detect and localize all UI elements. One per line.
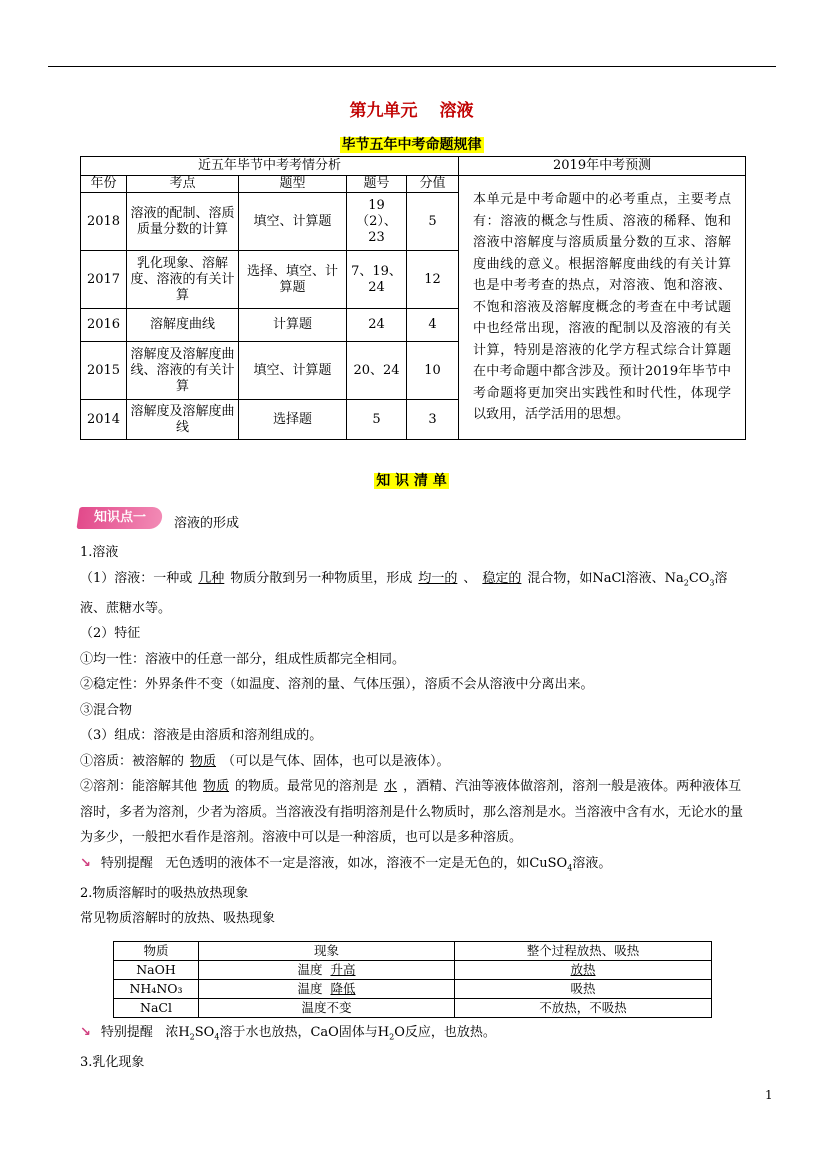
text: 温度 xyxy=(297,981,323,996)
rules-title: 毕节五年中考命题规律 xyxy=(341,137,482,153)
knowledge-point-badge xyxy=(76,507,163,529)
paragraph: ②稳定性：外界条件不变（如温度、溶剂的量、气体压强），溶质不会从溶液中分离出来。 xyxy=(80,677,594,693)
col-header-score: 分值 xyxy=(407,176,459,193)
text: 混合物，如NaCl溶液、Na xyxy=(527,570,684,586)
text: ，酒精、汽油等液体做溶剂，溶剂一般是液体。两种液体互溶时，多者为溶剂，少者为溶质。当溶液没有指明溶剂是什么物质时，那么溶剂是水。当溶液中含有水，无论水的量为多少，一般把水看作是溶剂。溶液中可以是一种溶质，也可以是多种溶质。 xyxy=(80,779,744,846)
table-row xyxy=(114,980,712,999)
paragraph: （2）特征 xyxy=(80,626,141,642)
cell-type: 计算题 xyxy=(239,309,347,342)
badge-label: 知识点一 xyxy=(93,510,146,525)
cell-heat: 吸热 xyxy=(455,980,712,999)
col-header-type: 题型 xyxy=(239,176,347,193)
paragraph: ①均一性：溶液中的任意一部分，组成性质都完全相同。 xyxy=(80,651,406,667)
text: O反应，也放热。 xyxy=(394,1025,496,1040)
cell-year: 2016 xyxy=(81,309,127,342)
paragraph: （3）组成：溶液是由溶质和溶剂组成的。 xyxy=(80,728,323,744)
cell-score: 5 xyxy=(407,193,459,251)
blank-answer: 升高 xyxy=(330,962,356,977)
page-number: 1 xyxy=(765,1088,773,1102)
cell-num: 7、19、24 xyxy=(347,251,407,309)
cell-point: 溶解度曲线 xyxy=(127,309,239,342)
text: 溶于水也放热，CaO固体与H xyxy=(219,1025,390,1040)
text: 温度 xyxy=(297,962,323,977)
col-header-substance: 物质 xyxy=(114,942,199,961)
cell-type: 选择题 xyxy=(239,400,347,440)
cell-score: 12 xyxy=(407,251,459,309)
exam-analysis-table xyxy=(80,156,746,440)
col-header-phenomenon: 现象 xyxy=(199,942,455,961)
cell-num: 20、24 xyxy=(347,342,407,400)
col-header-num: 题号 xyxy=(347,176,407,193)
cell-year: 2018 xyxy=(81,193,127,251)
cell-type: 填空、计算题 xyxy=(239,193,347,251)
paragraph: 常见物质溶解时的放热、吸热现象 xyxy=(80,911,276,927)
knowledge-title-wrap xyxy=(0,470,823,490)
cell-phenomenon xyxy=(199,980,455,999)
text: （可以是气体、固体，也可以是液体）。 xyxy=(222,753,450,769)
cell-year: 2014 xyxy=(81,400,127,440)
text: 无色透明的液体不一定是溶液，如冰，溶液不一定是无色的，如CuSO xyxy=(165,855,568,871)
tip-label: 特别提醒 xyxy=(100,1025,153,1040)
section-3 xyxy=(80,1020,746,1076)
paragraph: （1）溶液：一种或 几种 物质分散到另一种物质里，形成 均一的 、 稳定的 混合物，如NaCl溶液、$Na_2CO_3$溶液、蔗糖水等。 xyxy=(80,570,728,616)
cell-num: 19（2）、23 xyxy=(347,193,407,251)
header-rule xyxy=(48,66,776,67)
unit-subject: 溶液 xyxy=(439,101,474,121)
table-row xyxy=(114,961,712,980)
left-header: 近五年毕节中考考情分析 xyxy=(81,157,459,176)
blank-answer: 均一的 xyxy=(418,570,458,586)
tip-label: 特别提醒 xyxy=(100,855,153,871)
text: SO xyxy=(194,1025,215,1040)
heat-table xyxy=(113,941,712,1018)
cell-num: 24 xyxy=(347,309,407,342)
cell-substance: NH₄NO₃ xyxy=(114,980,199,999)
knowledge-point-title: 溶液的形成 xyxy=(174,516,240,531)
cell-point: 溶解度及溶解度曲线、溶液的有关计算 xyxy=(127,342,239,400)
blank-answer: 降低 xyxy=(330,981,356,996)
prediction-text: 本单元是中考命题中的必考重点，主要考点有：溶液的概念与性质、溶液的稀释、饱和溶液中溶解度与溶质质量分数的互求、溶解度曲线的意义。根据溶解度曲线的有关计算也是中考考查的热点，对溶液、饱和溶液、不饱和溶液及溶解度概念的考查在中考试题中也经常出现，溶液的配制以及溶液的有关计算，特别是溶液的化学方程式综合计算题在中考命题中都含涉及。预计2019年毕节中考命题将更加突出实践性和时代性，体现学以致用，活学活用的思想。 xyxy=(459,176,746,440)
tip-paragraph: ↘ 特别提醒 无色透明的液体不一定是溶液，如冰，溶液不一定是无色的，如CuSO$_4$溶液。 xyxy=(80,855,612,873)
cell-point: 溶解度及溶解度曲线 xyxy=(127,400,239,440)
right-header: 2019年中考预测 xyxy=(459,157,746,176)
cell-substance: NaCl xyxy=(114,999,199,1018)
blank-answer: 几种 xyxy=(198,570,225,586)
blank-answer: 放热 xyxy=(570,962,596,977)
text: 、 xyxy=(463,570,477,586)
cell-type: 选择、填空、计算题 xyxy=(239,251,347,309)
blank-answer: 物质 xyxy=(190,753,217,769)
cell-year: 2015 xyxy=(81,342,127,400)
page-title xyxy=(0,96,823,121)
paragraph xyxy=(80,749,746,775)
rules-title-wrap xyxy=(0,134,823,154)
col-header-point: 考点 xyxy=(127,176,239,193)
table-row xyxy=(114,999,712,1018)
paragraph xyxy=(80,774,746,851)
section-1 xyxy=(80,540,746,932)
text: 溶液、蔗糖水等。 xyxy=(80,570,728,616)
cell-phenomenon: 温度不变 xyxy=(199,999,455,1018)
text: 浓H xyxy=(165,1025,190,1040)
section-heading: 1.溶液 xyxy=(80,545,119,560)
blank-answer: 水 xyxy=(384,779,398,795)
text: 溶液。 xyxy=(572,855,612,871)
cell-point: 乳化现象、溶解度、溶液的有关计算 xyxy=(127,251,239,309)
cell-score: 10 xyxy=(407,342,459,400)
text: ②溶剂：能溶解其他 xyxy=(80,779,198,795)
blank-answer: 稳定的 xyxy=(482,570,522,586)
cell-substance: NaOH xyxy=(114,961,199,980)
blank-answer: 物质 xyxy=(203,779,230,795)
cell-score: 3 xyxy=(407,400,459,440)
cell-heat: 不放热，不吸热 xyxy=(455,999,712,1018)
col-header-year: 年份 xyxy=(81,176,127,193)
text: CO xyxy=(688,570,710,586)
knowledge-title: 知 识 清 单 xyxy=(376,473,447,489)
cell-heat xyxy=(455,961,712,980)
cell-year: 2017 xyxy=(81,251,127,309)
section-heading: 2.物质溶解时的吸热放热现象 xyxy=(80,885,249,901)
text: （1）溶液：一种或 xyxy=(80,570,193,586)
cell-type: 填空、计算题 xyxy=(239,342,347,400)
tip-paragraph: ↘ 特别提醒 浓$H_2SO_4$溶于水也放热，CaO固体与$H_2O$反应，也放热。 xyxy=(80,1025,496,1042)
col-header-heat: 整个过程放热、吸热 xyxy=(455,942,712,961)
unit-title: 第九单元 xyxy=(349,101,418,121)
cell-num: 5 xyxy=(347,400,407,440)
cell-point: 溶液的配制、溶质质量分数的计算 xyxy=(127,193,239,251)
text: 物质分散到另一种物质里，形成 xyxy=(230,570,413,586)
section-heading: 3.乳化现象 xyxy=(80,1055,145,1071)
paragraph: ③混合物 xyxy=(80,702,133,718)
cell-score: 4 xyxy=(407,309,459,342)
arrow-icon: ↘ xyxy=(80,1025,91,1040)
arrow-icon: ↘ xyxy=(80,855,91,871)
text: ①溶质：被溶解的 xyxy=(80,753,185,769)
text: 的物质。最常见的溶剂是 xyxy=(235,779,379,795)
cell-phenomenon xyxy=(199,961,455,980)
